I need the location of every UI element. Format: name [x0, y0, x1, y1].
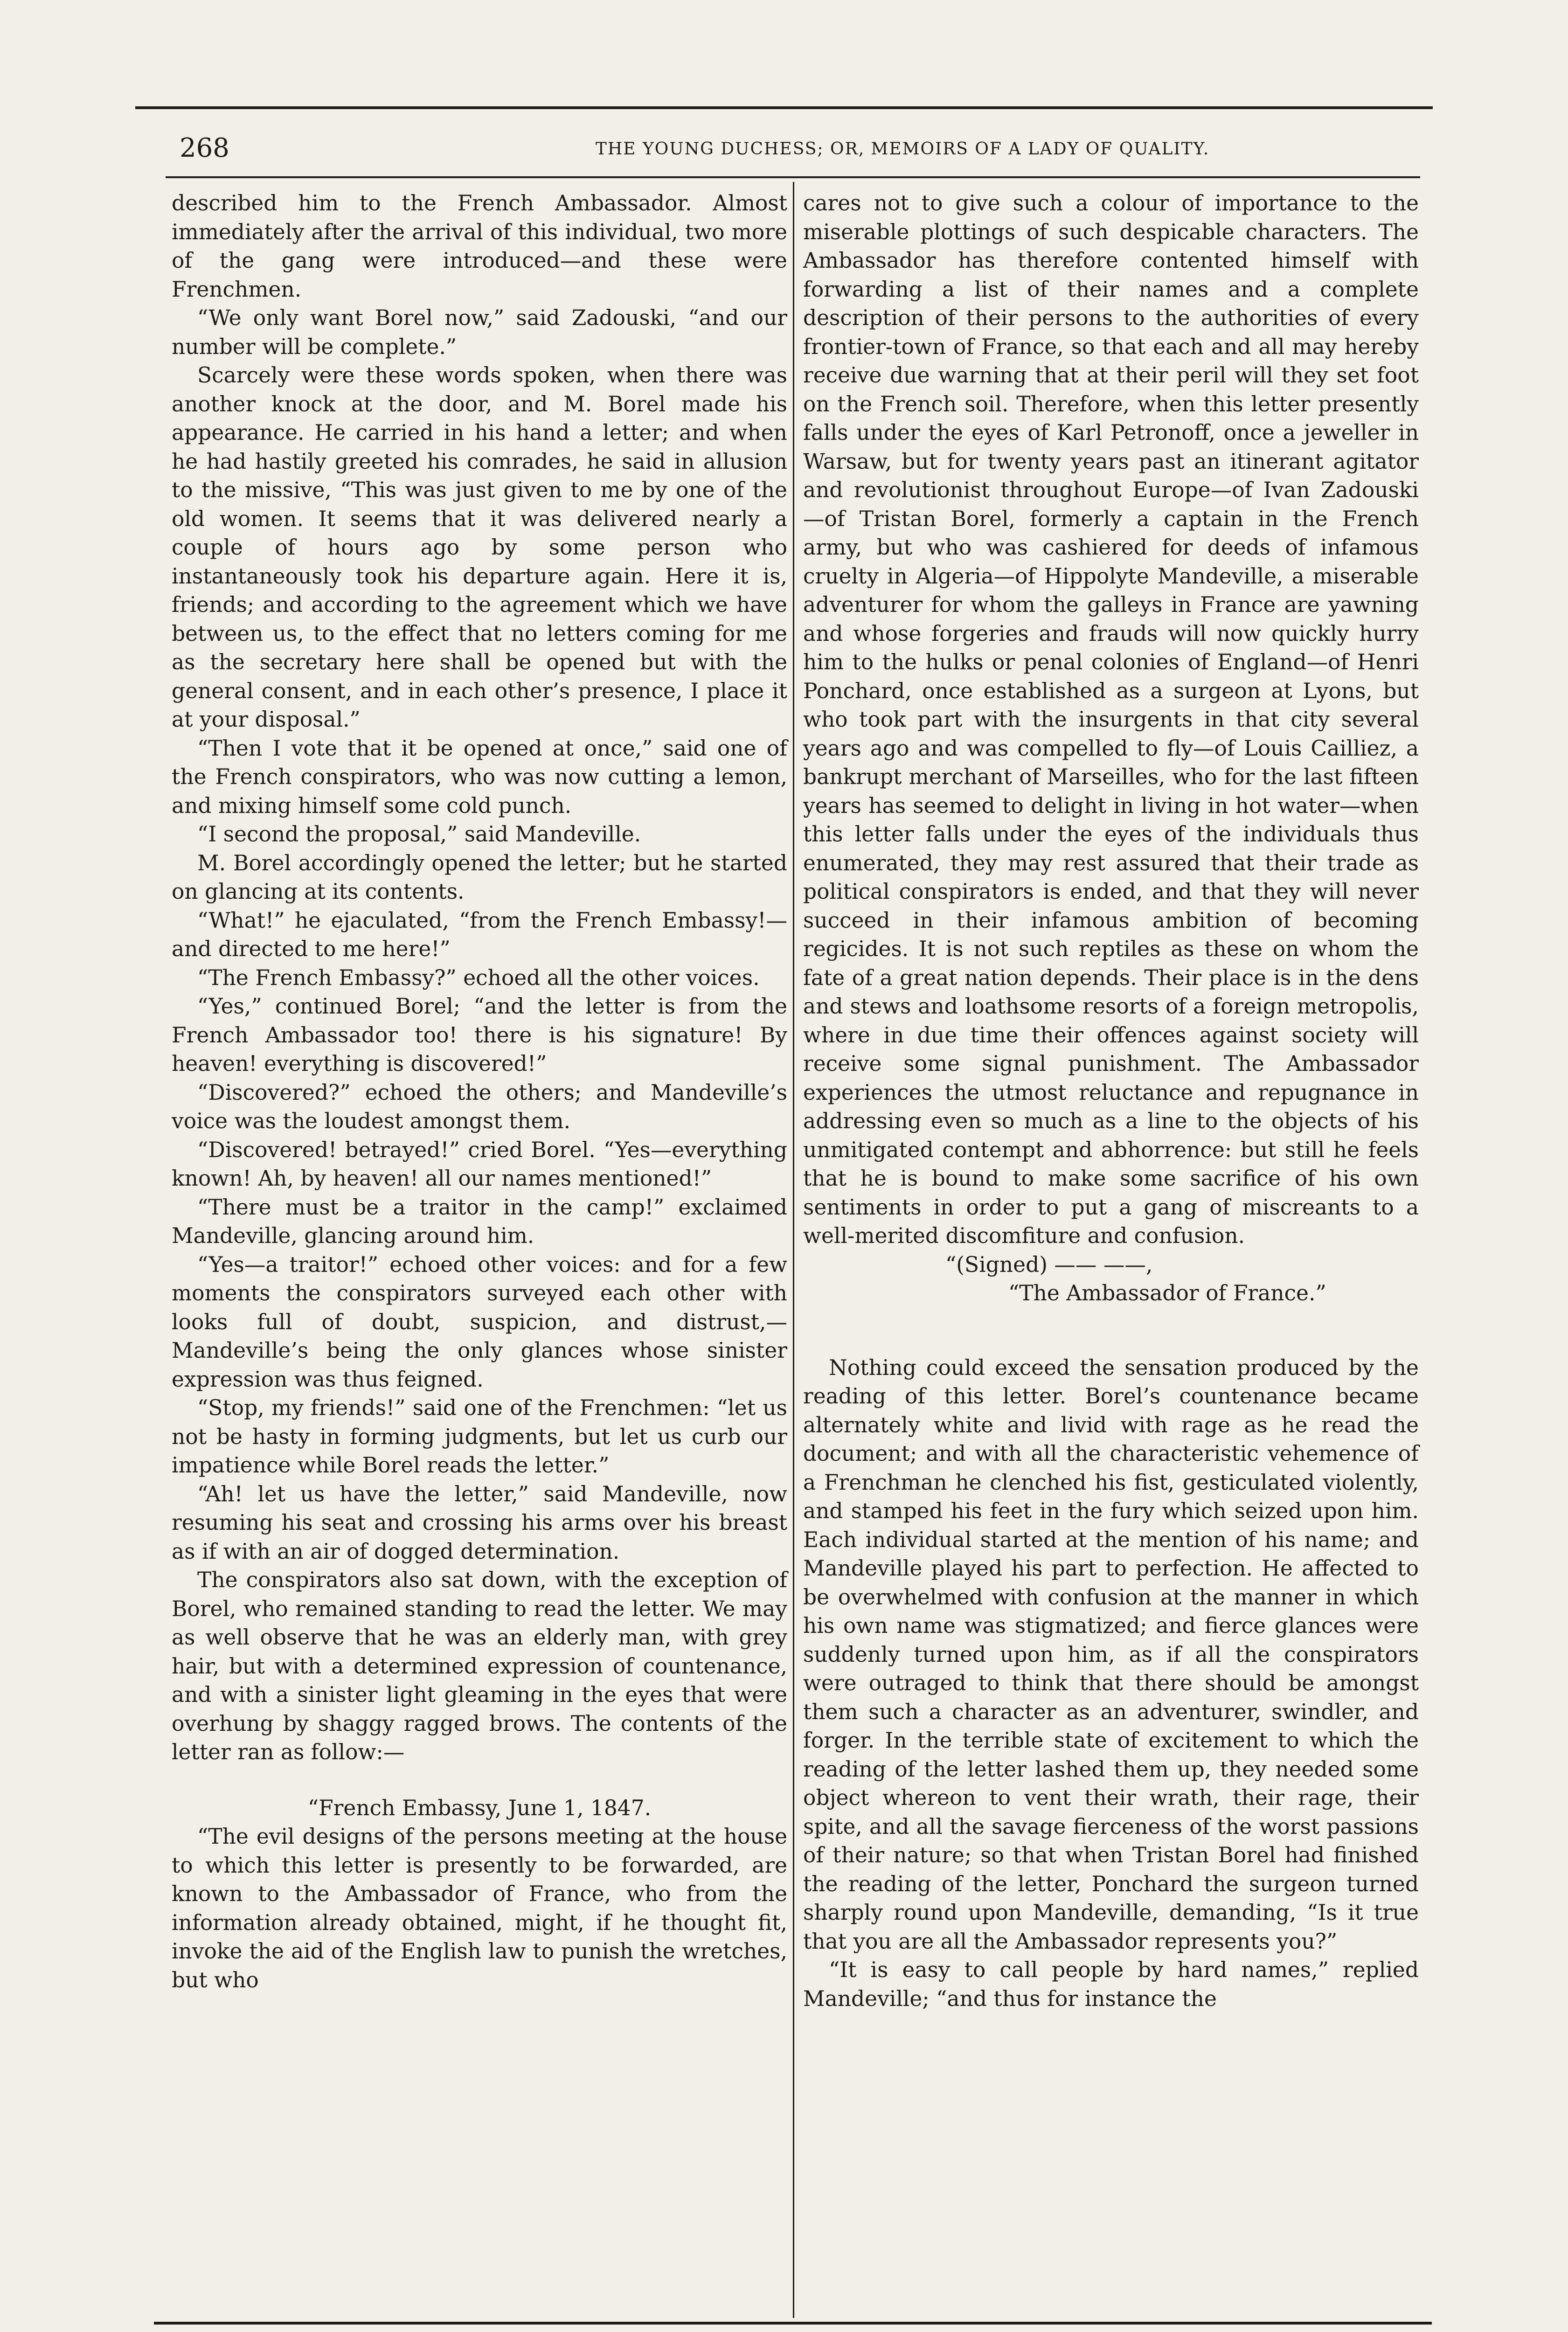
paragraph: “The evil designs of the persons meeting at the house to which this letter is presently to be forwarded, are known to the Ambassador of France, who from the information already obtained, might, if he thought fit, invoke the aid of the English law to punish the wretches, but who [172, 1824, 787, 1992]
top-rule [135, 106, 1433, 109]
bottom-rule [154, 2322, 1432, 2325]
letter-dateline: “French Embassy, June 1, 1847. [307, 1795, 652, 1820]
paragraph: “Yes—a traitor!” echoed other voices: and for a few moments the conspirators surveyed each other with looks full of doubt, suspicion, and distrust,—Mandeville’s being the only glances whose sinister expression was thus feigned. [172, 1252, 787, 1392]
paragraph: “Discovered! betrayed!” cried Borel. “Yes—everything known! Ah, by heaven! all our names mentioned!” [172, 1137, 787, 1191]
paragraph: “We only want Borel now,” said Zadouski, “and our number will be complete.” [172, 305, 787, 359]
paragraph: “Yes,” continued Borel; “and the letter is from the French Ambassador too! there is his signature! By heaven! everything is discovered!” [172, 994, 787, 1076]
paragraph: “It is easy to call people by hard names,” replied Mandeville; “and thus for instance the [803, 1957, 1419, 2011]
paragraph: “Ah! let us have the letter,” said Mandeville, now resuming his seat and crossing his arms over his breast as if with an air of dogged determination. [172, 1481, 787, 1564]
paragraph: Nothing could exceed the sensation produced by the reading of this letter. Borel’s countenance became alternately white and livid with rage as he read the document; and with all the characteristic vehemence of a Frenchman he clenched his fist, gesticulated violently, and stamped his feet in the fury which seized upon him. Each individual started at the mention of his name; and Mandeville played his part to perfection. He affected to be overwhelmed with confusion at the manner in which his own name was stigmatized; and fierce glances were suddenly turned upon him, as if all the conspirators were outraged to think that there should be amongst them such a character as an adventurer, swindler, and forger. In the terrible state of excitement to which the reading of the letter lashed them up, they needed some object whereon to vent their wrath, their rage, their spite, and all the savage fierceness of the worst passions of their nature; so that when Tristan Borel had finished the reading of the letter, Ponchard the surgeon turned sharply round upon Mandeville, demanding, “Is it true that you are all the Ambassador represents you?” [803, 1355, 1419, 1954]
header-page-number: 268 [180, 133, 229, 163]
paragraph: “There must be a traitor in the camp!” exclaimed Mandeville, glancing around him. [172, 1194, 787, 1248]
paragraph: “The French Embassy?” echoed all the other voices. [197, 965, 760, 990]
header-running-title: THE YOUNG DUCHESS; OR, MEMOIRS OF A LADY OF QUALITY. [595, 139, 1210, 159]
paragraph: “I second the proposal,” said Mandeville. [197, 822, 641, 847]
paragraph: Scarcely were these words spoken, when there was another knock at the door, and M. Borel made his appearance. He carried in his hand a letter; and when he had hastily greeted his comrades, he said in allusion to the missive, “This was just given to me by one of the old women. It seems that it was delivered nearly a couple of hours ago by some person who instantaneously took his departure again. Here it is, friends; and according to the agreement which we have between us, to the effect that no letters coming for me as the secretary here shall be opened but with the general consent, and in each other’s presence, I place it at your disposal.” [172, 363, 787, 732]
paragraph: cares not to give such a colour of importance to the miserable plottings of such despicable characters. The Ambassador has therefore contented himself with forwarding a list of their names and a complete description of their persons to the authorities of every frontier-town of France, so that each and all may hereby receive due warning that at their peril will they set foot on the French soil. Therefore, when this letter presently falls under the eyes of Karl Petronoff, once a jeweller in Warsaw, but for twenty years past an itinerant agitator and revolutionist throughout Europe—of Ivan Zadouski—of Tristan Borel, formerly a captain in the French army, but who was cashiered for deeds of infamous cruelty in Algeria—of Hippolyte Mandeville, a miserable adventurer for whom the galleys in France are yawning and whose forgeries and frauds will now quickly hurry him to the hulks or penal colonies of England—of Henri Ponchard, once established as a surgeon at Lyons, but who took part with the insurgents in that city several years ago and was compelled to fly—of Louis Cailliez, a bankrupt merchant of Marseilles, who for the last fifteen years has seemed to delight in living in hot water—when this letter falls under the eyes of the individuals thus enumerated, they may rest assured that their trade as political conspirators is ended, and that they will never succeed in their infamous ambition of becoming regicides. It is not such reptiles as these on whom the fate of a great nation depends. Their place is in the dens and stews and loathsome resorts of a foreign metropolis, where in due time their offences against society will receive some signal punishment. The Ambassador experiences the utmost reluctance and repugnance in addressing even so much as a line to the objects of his unmitigated contempt and abhorrence: but still he feels that he is bound to make some sacrifice of his own sentiments in order to put a gang of miscreants to a well-merited discomfiture and confusion. [803, 191, 1419, 1248]
right-column [803, 189, 1419, 2013]
paragraph: “Stop, my friends!” said one of the Frenchmen: “let us not be hasty in forming judgments, but let us curb our impatience while Borel reads the letter.” [172, 1395, 787, 1478]
paragraph: “Then I vote that it be opened at once,” said one of the French conspirators, who was now cutting a lemon, and mixing himself some cold punch. [172, 736, 787, 818]
paragraph: described him to the French Ambassador. Almost immediately after the arrival of this individual, two more of the gang were introduced—and these were Frenchmen. [172, 191, 787, 302]
paragraph: M. Borel accordingly opened the letter; but he started on glancing at its contents. [172, 850, 787, 904]
letter-signatory: “The Ambassador of France.” [1008, 1281, 1326, 1305]
paragraph: “What!” he ejaculated, “from the French Embassy!—and directed to me here!” [172, 908, 787, 961]
letter-signature: “(Signed) —— ——, [945, 1252, 1153, 1277]
column-divider [793, 182, 794, 2318]
paragraph: “Discovered?” echoed the others; and Mandeville’s voice was the loudest amongst them. [172, 1080, 787, 1133]
header-rule [166, 176, 1420, 178]
paragraph: The conspirators also sat down, with the exception of Borel, who remained standing to read the letter. We may as well observe that he was an elderly man, with grey hair, but with a determined expression of countenance, and with a sinister light gleaming in the eyes that were overhung by shaggy ragged brows. The contents of the letter ran as follow:— [172, 1568, 787, 1764]
left-column [172, 189, 787, 1994]
